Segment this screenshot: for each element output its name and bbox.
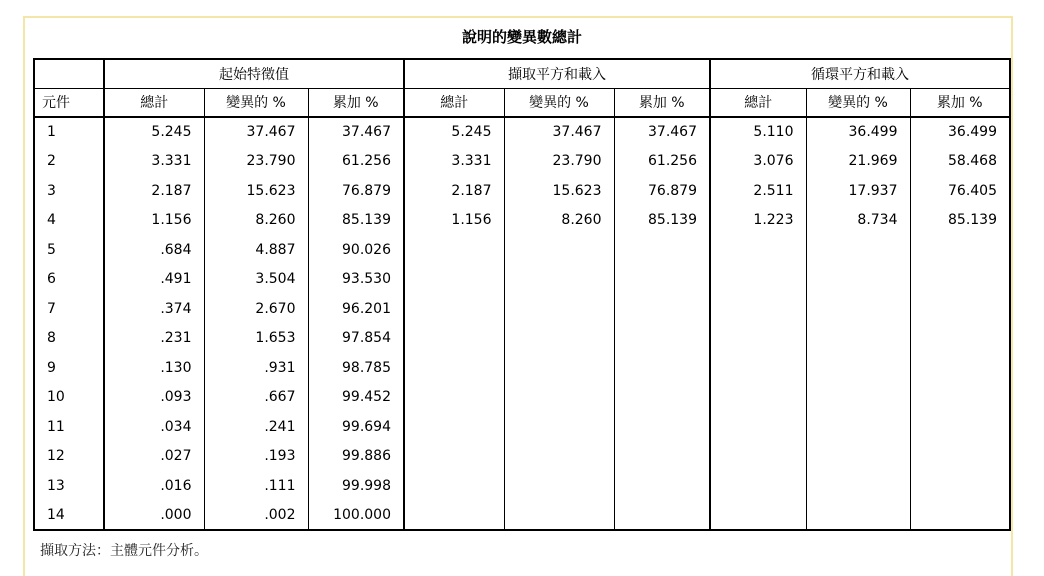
value-cell	[504, 471, 614, 501]
value-cell	[614, 265, 710, 295]
value-cell: 85.139	[308, 206, 404, 236]
value-cell	[806, 235, 910, 265]
value-cell	[910, 442, 1010, 472]
value-cell	[710, 412, 806, 442]
value-cell: 2.670	[204, 294, 308, 324]
value-cell: 98.785	[308, 353, 404, 383]
value-cell: 97.854	[308, 324, 404, 354]
value-cell: 1.653	[204, 324, 308, 354]
value-cell: .111	[204, 471, 308, 501]
value-cell: 1.156	[404, 206, 504, 236]
value-cell	[910, 265, 1010, 295]
value-cell	[614, 294, 710, 324]
subheader-cell: 總計	[710, 88, 806, 117]
group-header-extraction: 擷取平方和載入	[404, 59, 710, 88]
value-cell: 76.879	[614, 176, 710, 206]
table-row	[34, 235, 1010, 265]
value-cell	[806, 294, 910, 324]
value-cell	[910, 501, 1010, 531]
table-title: 說明的變異數總計	[461, 28, 582, 46]
table-row	[34, 147, 1010, 177]
value-cell: .002	[204, 501, 308, 531]
table-row	[34, 383, 1010, 413]
value-cell	[504, 265, 614, 295]
value-cell: .027	[104, 442, 204, 472]
table-row	[34, 176, 1010, 206]
table-row	[34, 265, 1010, 295]
component-number: 9	[34, 353, 104, 383]
value-cell	[710, 471, 806, 501]
value-cell: 90.026	[308, 235, 404, 265]
value-cell	[614, 412, 710, 442]
value-cell: 17.937	[806, 176, 910, 206]
value-cell	[504, 294, 614, 324]
value-cell	[806, 324, 910, 354]
component-number: 10	[34, 383, 104, 413]
value-cell	[710, 383, 806, 413]
value-cell: 99.452	[308, 383, 404, 413]
value-cell: 76.405	[948, 182, 997, 199]
value-cell	[910, 383, 1010, 413]
value-cell	[710, 442, 806, 472]
subheader-cell: 累加 %	[614, 88, 710, 117]
value-cell: 8.260	[504, 206, 614, 236]
corner-cell	[34, 59, 104, 88]
table-row	[34, 442, 1010, 472]
subheader-cell: 變異的 %	[806, 88, 910, 117]
value-cell: 3.504	[204, 265, 308, 295]
subheader-cell: 變異的 %	[204, 88, 308, 117]
value-cell	[404, 235, 504, 265]
table-row	[34, 412, 1010, 442]
value-cell	[504, 353, 614, 383]
value-cell: 36.499	[806, 117, 910, 147]
value-cell: 96.201	[308, 294, 404, 324]
value-cell	[504, 235, 614, 265]
value-cell	[710, 265, 806, 295]
value-cell: 1.156	[104, 206, 204, 236]
value-cell	[614, 383, 710, 413]
component-number: 1	[34, 117, 104, 147]
value-cell	[910, 353, 1010, 383]
value-cell	[614, 501, 710, 531]
value-cell	[710, 235, 806, 265]
row-header-label: 元件	[34, 88, 104, 117]
value-cell: .016	[104, 471, 204, 501]
value-cell	[806, 442, 910, 472]
table-row	[34, 206, 1010, 236]
group-header-initial: 起始特徵值	[104, 59, 404, 88]
value-cell: 3.331	[404, 147, 504, 177]
value-cell: .374	[104, 294, 204, 324]
value-cell: 8.260	[204, 206, 308, 236]
value-cell: .000	[104, 501, 204, 531]
value-cell	[806, 353, 910, 383]
value-cell: 85.139	[948, 212, 997, 229]
value-cell: 3.076	[710, 147, 806, 177]
value-cell	[404, 471, 504, 501]
value-cell	[404, 265, 504, 295]
table-row	[34, 294, 1010, 324]
table-body	[34, 117, 1010, 530]
value-cell: 58.468	[948, 153, 997, 170]
value-cell: 37.467	[204, 117, 308, 147]
value-cell: 61.256	[308, 147, 404, 177]
value-cell: 1.223	[710, 206, 806, 236]
group-header-row	[34, 59, 1010, 88]
value-cell	[910, 235, 1010, 265]
variance-table	[33, 58, 1011, 531]
value-cell: 85.139	[614, 206, 710, 236]
component-number: 11	[34, 412, 104, 442]
subheader-cell: 累加 %	[308, 88, 404, 117]
value-cell	[614, 442, 710, 472]
value-cell	[404, 442, 504, 472]
component-number: 6	[34, 265, 104, 295]
value-cell: .667	[204, 383, 308, 413]
value-cell	[910, 324, 1010, 354]
value-cell	[710, 501, 806, 531]
value-cell	[910, 471, 1010, 501]
table-row	[34, 117, 1010, 147]
subheader-row	[34, 88, 1010, 117]
table-row	[34, 471, 1010, 501]
value-cell: 2.187	[104, 176, 204, 206]
value-cell: 23.790	[204, 147, 308, 177]
value-cell: 2.511	[710, 176, 806, 206]
value-cell	[404, 412, 504, 442]
value-cell: .684	[104, 235, 204, 265]
value-cell	[806, 501, 910, 531]
value-cell	[806, 471, 910, 501]
value-cell	[614, 353, 710, 383]
value-cell: .130	[104, 353, 204, 383]
value-cell: 99.886	[308, 442, 404, 472]
value-cell: 99.998	[308, 471, 404, 501]
component-number: 8	[34, 324, 104, 354]
value-cell: 5.245	[404, 117, 504, 147]
table-row	[34, 353, 1010, 383]
value-cell	[404, 353, 504, 383]
value-cell	[404, 324, 504, 354]
value-cell: 3.331	[104, 147, 204, 177]
value-cell: 100.000	[308, 501, 404, 531]
value-cell: 2.187	[404, 176, 504, 206]
value-cell	[504, 324, 614, 354]
value-cell: .931	[204, 353, 308, 383]
table-row	[34, 501, 1010, 531]
value-cell: .231	[104, 324, 204, 354]
value-cell: 21.969	[806, 147, 910, 177]
value-cell: 61.256	[614, 147, 710, 177]
value-cell: 93.530	[308, 265, 404, 295]
value-cell	[504, 412, 614, 442]
subheader-cell: 累加 %	[910, 88, 1010, 117]
value-cell: 5.110	[710, 117, 806, 147]
footnote: 擷取方法：主體元件分析。	[40, 543, 208, 559]
subheader-cell: 總計	[104, 88, 204, 117]
value-cell: 15.623	[204, 176, 308, 206]
component-number: 7	[34, 294, 104, 324]
value-cell	[404, 294, 504, 324]
value-cell: 15.623	[504, 176, 614, 206]
value-cell	[710, 294, 806, 324]
value-cell: 36.499	[948, 124, 997, 141]
value-cell: 8.734	[806, 206, 910, 236]
value-cell: .034	[104, 412, 204, 442]
value-cell	[806, 265, 910, 295]
value-cell	[910, 294, 1010, 324]
component-number: 2	[34, 147, 104, 177]
value-cell	[404, 501, 504, 531]
value-cell	[614, 235, 710, 265]
value-cell	[404, 383, 504, 413]
value-cell: 4.887	[204, 235, 308, 265]
group-header-rotation: 循環平方和載入	[710, 59, 1010, 88]
subheader-cell: 變異的 %	[504, 88, 614, 117]
component-number: 12	[34, 442, 104, 472]
value-cell: .241	[204, 412, 308, 442]
value-cell	[710, 353, 806, 383]
value-cell: 5.245	[104, 117, 204, 147]
value-cell: 37.467	[504, 117, 614, 147]
value-cell	[504, 501, 614, 531]
value-cell	[710, 324, 806, 354]
value-cell: .193	[204, 442, 308, 472]
value-cell: .093	[104, 383, 204, 413]
value-cell	[806, 383, 910, 413]
value-cell	[614, 324, 710, 354]
component-number: 13	[34, 471, 104, 501]
value-cell	[910, 412, 1010, 442]
value-cell: .491	[104, 265, 204, 295]
value-cell	[504, 383, 614, 413]
subheader-cell: 總計	[404, 88, 504, 117]
component-number: 14	[34, 501, 104, 531]
value-cell: 99.694	[308, 412, 404, 442]
component-number: 4	[34, 206, 104, 236]
value-cell	[504, 442, 614, 472]
value-cell	[806, 412, 910, 442]
value-cell	[614, 471, 710, 501]
value-cell: 23.790	[504, 147, 614, 177]
value-cell: 76.879	[308, 176, 404, 206]
value-cell: 37.467	[308, 117, 404, 147]
component-number: 3	[34, 176, 104, 206]
table-row	[34, 324, 1010, 354]
component-number: 5	[34, 235, 104, 265]
value-cell: 37.467	[614, 117, 710, 147]
